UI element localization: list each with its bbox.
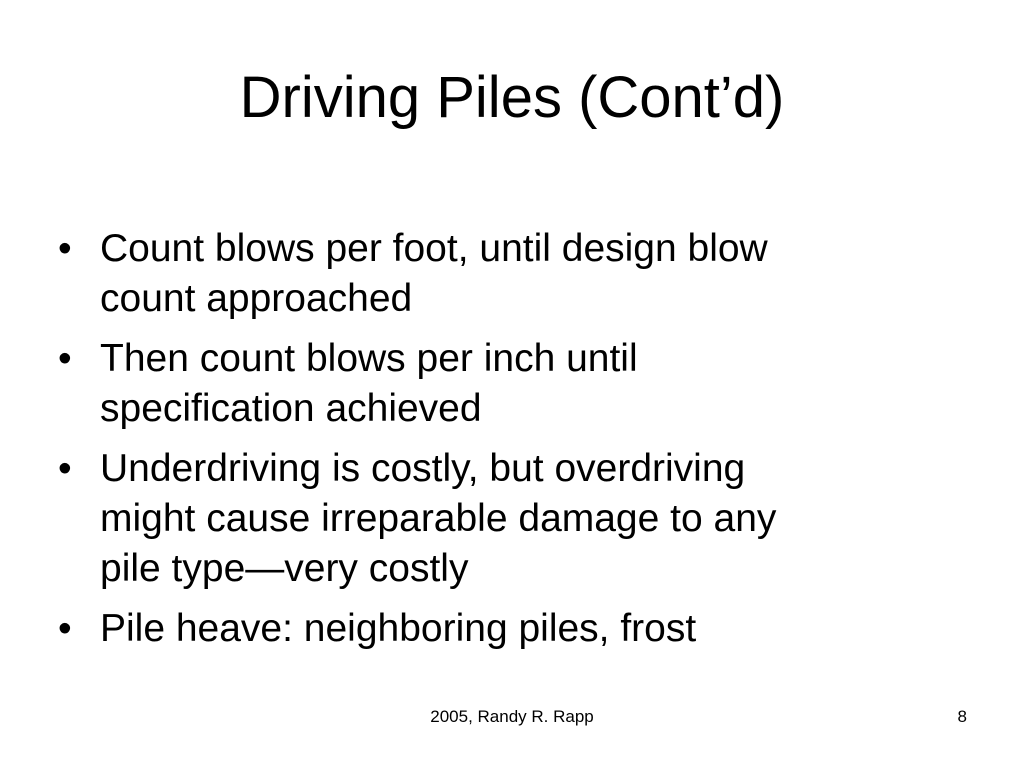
bullet-line: specification achieved xyxy=(100,387,482,430)
bullet-dot-icon: • xyxy=(58,227,72,270)
bullet-line: count approached xyxy=(100,277,413,320)
bullet-item xyxy=(58,444,938,594)
bullet-line: Underdriving is costly, but overdriving xyxy=(100,447,746,490)
footer-page-number: 8 xyxy=(957,707,967,726)
bullet-dot-icon: • xyxy=(58,447,72,490)
bullet-line: Count blows per foot, until design blow xyxy=(100,227,768,270)
bullet-dot-icon: • xyxy=(58,337,72,380)
bullet-line: might cause irreparable damage to any xyxy=(100,497,777,540)
bullet-line: pile type—very costly xyxy=(100,547,469,590)
bullet-list xyxy=(58,224,938,664)
bullet-line: Then count blows per inch until xyxy=(100,337,638,380)
bullet-dot-icon: • xyxy=(58,607,72,650)
bullet-item xyxy=(58,334,938,434)
bullet-item xyxy=(58,224,938,324)
bullet-item xyxy=(58,604,938,654)
slide-title: Driving Piles (Cont’d) xyxy=(239,65,785,130)
footer-author: 2005, Randy R. Rapp xyxy=(430,707,594,726)
bullet-line: Pile heave: neighboring piles, frost xyxy=(100,607,697,650)
